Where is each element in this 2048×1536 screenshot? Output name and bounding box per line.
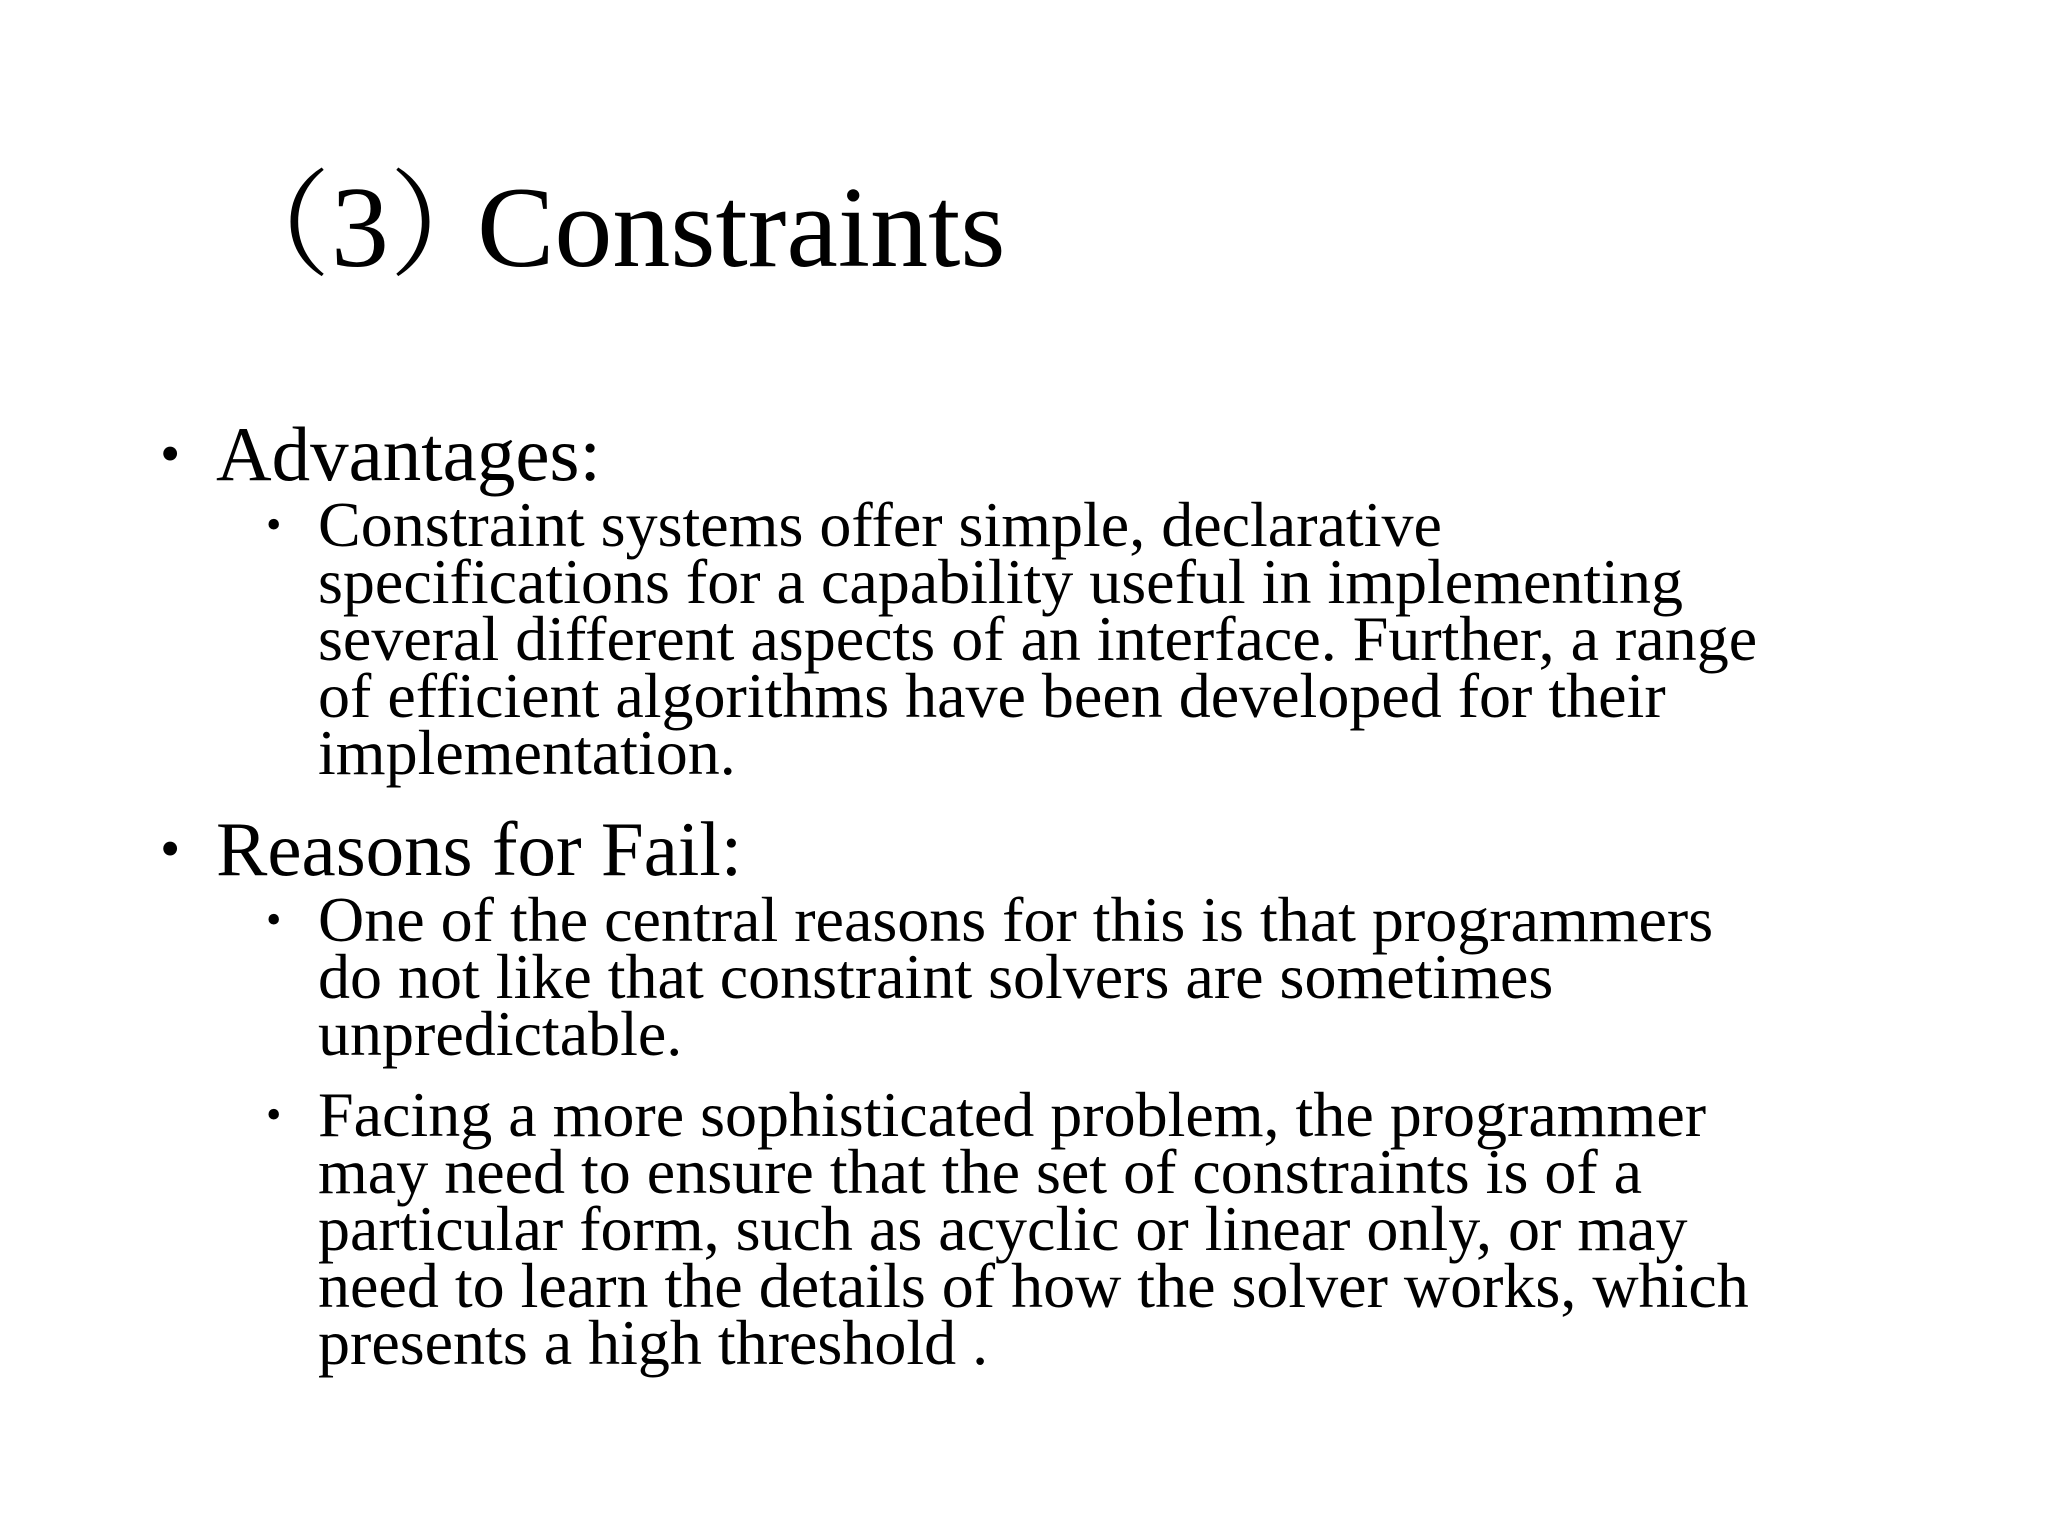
sub-bullet-item xyxy=(266,489,1978,788)
sub-bullet-text xyxy=(318,1079,1978,1378)
sub-bullet-item xyxy=(266,884,1978,1069)
text-line: implementation. xyxy=(318,717,736,788)
text-line: unpredictable. xyxy=(318,998,683,1069)
sub-bullet-text xyxy=(318,489,1978,788)
bullet-list xyxy=(160,410,1960,1378)
text-line: One of the central reasons for this is that programmers xyxy=(318,884,1714,955)
section-heading-advantages xyxy=(160,410,1960,498)
text-line: particular form, such as acyclic or linear only, or may xyxy=(318,1193,1688,1264)
text-line: specifications for a capability useful in implementing xyxy=(318,546,1683,617)
bullet-glyph: • xyxy=(160,421,181,486)
sub-bullet-item xyxy=(266,1079,1978,1378)
text-line: do not like that constraint solvers are sometimes xyxy=(318,941,1554,1012)
text-line: several different aspects of an interface. Further, a range xyxy=(318,603,1758,674)
title-number: （3） xyxy=(215,164,505,292)
sub-bullet-glyph: • xyxy=(266,1090,282,1139)
bullet-glyph: • xyxy=(160,816,181,881)
section-heading-reasons-for-fail xyxy=(160,805,1960,893)
text-line: may need to ensure that the set of constraints is of a xyxy=(318,1136,1643,1207)
text-line: Facing a more sophisticated problem, the programmer xyxy=(318,1079,1707,1150)
section-heading-label: Reasons for Fail: xyxy=(216,806,743,892)
text-line: need to learn the details of how the solver works, which xyxy=(318,1250,1749,1321)
text-line: of efficient algorithms have been developed for their xyxy=(318,660,1666,731)
sub-bullet-glyph: • xyxy=(266,500,282,549)
sub-bullet-glyph: • xyxy=(266,895,282,944)
text-line: Constraint systems offer simple, declarative xyxy=(318,489,1442,560)
sub-bullet-text xyxy=(318,884,1978,1069)
slide-title xyxy=(215,158,1005,298)
section-heading-label: Advantages: xyxy=(216,411,601,497)
title-text: Constraints xyxy=(477,164,1006,292)
text-line: presents a high threshold . xyxy=(318,1307,989,1378)
